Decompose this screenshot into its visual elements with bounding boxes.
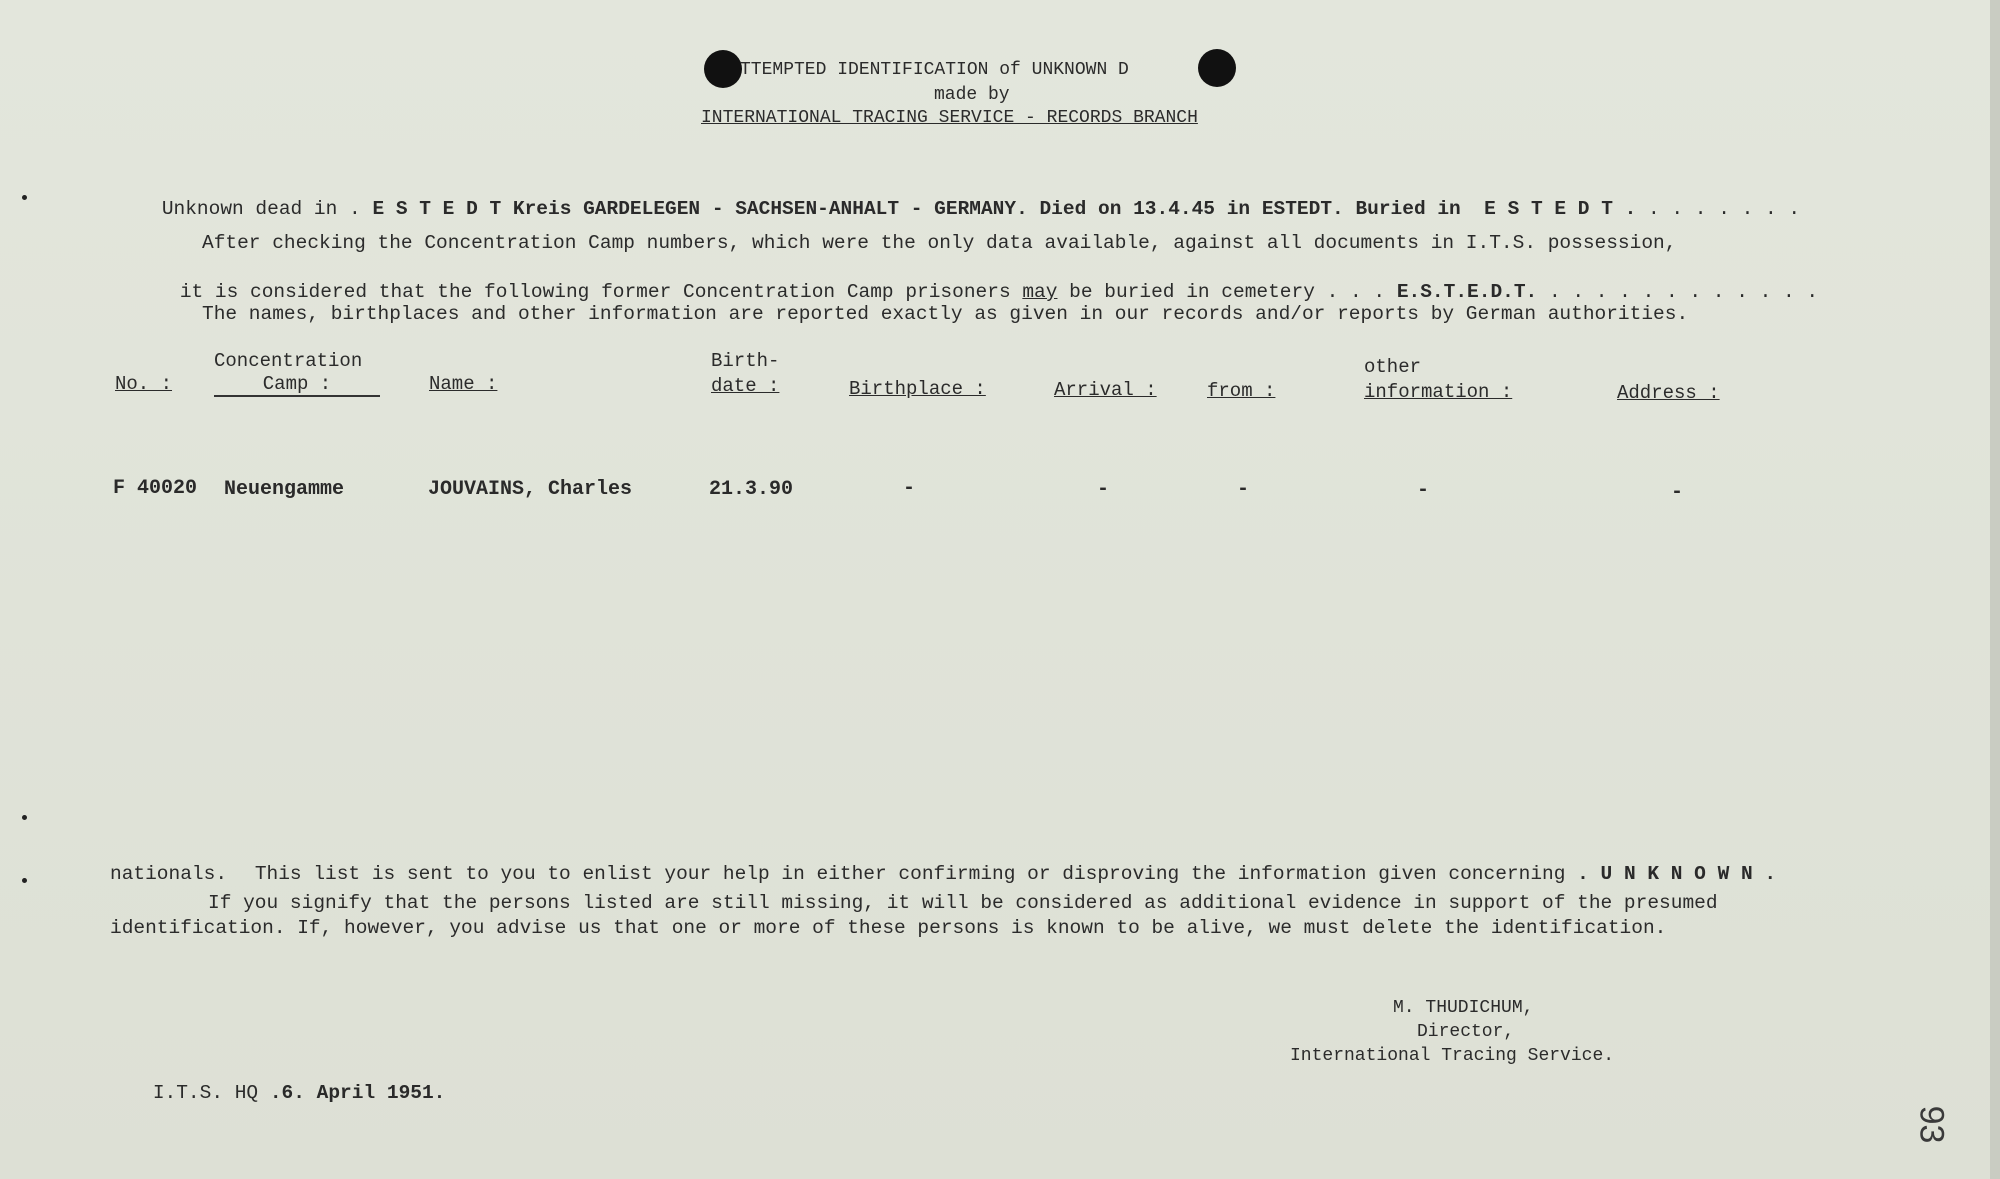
cemetery-text: be buried in cemetery . . . — [1069, 281, 1386, 303]
margin-mark — [22, 878, 27, 883]
checking-paragraph-line1: After checking the Concentration Camp numbers, which were the only data available, against all documents in I.T.S. possession, — [202, 232, 1677, 254]
cell-camp: Neuengamme — [224, 478, 345, 501]
signature-title: Director, — [1417, 1022, 1515, 1042]
place-name: E S T E D T — [372, 198, 502, 220]
signature-name: M. THUDICHUM, — [1393, 998, 1534, 1018]
cemetery-place: E.S.T.E.D.T. — [1396, 281, 1538, 303]
cell-name: JOUVAINS, Charles — [428, 478, 633, 501]
col-header-other-line1: other — [1364, 356, 1422, 378]
document-title: TTEMPTED IDENTIFICATION of UNKNOWN D — [740, 60, 1129, 80]
issued-date: .6. April 1951. — [269, 1082, 446, 1104]
punch-hole-left — [704, 50, 742, 88]
issued-place: I.T.S. HQ — [152, 1082, 259, 1104]
col-header-name: Name : — [429, 373, 498, 395]
cell-other: - — [1417, 479, 1430, 502]
cell-arrival: - — [1097, 478, 1110, 501]
buried-label: Buried in — [1355, 198, 1461, 220]
checking-line2-text: it is considered that the following former Concentration Camp prisoners — [179, 281, 1011, 303]
col-header-other-line2: information : — [1364, 381, 1513, 403]
cell-birthplace: - — [903, 477, 916, 500]
died-text: Died on 13.4.45 in ESTEDT. — [1039, 198, 1344, 220]
made-by-line: made by — [934, 85, 1010, 105]
names-note: The names, birthplaces and other information are reported exactly as given in our records and/or reports by German authorities. — [202, 303, 1689, 325]
enlist-text: This list is sent to you to enlist your help in either confirming or disproving the information given concerning — [254, 863, 1566, 885]
col-header-no: No. : — [115, 373, 173, 395]
col-header-camp-line2 — [214, 373, 380, 397]
records-branch-line: INTERNATIONAL TRACING SERVICE - RECORDS BRANCH — [701, 108, 1198, 128]
punch-hole-right — [1198, 49, 1236, 87]
margin-mark — [22, 195, 27, 200]
page-edge — [1990, 0, 2000, 1179]
signature-org: International Tracing Service. — [1290, 1046, 1615, 1066]
cell-no: F 40020 — [113, 477, 198, 500]
cell-from: - — [1237, 478, 1250, 501]
checking-paragraph-line2: it is considered that the following former Concentration Camp prisoners may be buried in cemetery . . . E.S.T.E.D.T. . . . . . . . . . . . . — [179, 281, 1819, 303]
cell-birthdate: 21.3.90 — [709, 478, 794, 501]
margin-mark — [22, 815, 27, 820]
signify-paragraph-line1: If you signify that the persons listed are still missing, it will be considered as additional evidence in support of the presumed — [208, 892, 1718, 914]
enlist-paragraph-line2: nationals. — [110, 863, 228, 885]
col-header-address: Address : — [1617, 382, 1720, 404]
col-header-arrival: Arrival : — [1054, 379, 1157, 401]
col-header-birthdate-line2: date : — [711, 375, 780, 397]
col-header-birthplace: Birthplace : — [849, 378, 986, 400]
col-header-birthdate-line1: Birth- — [711, 350, 780, 372]
nationality-text: . U N K N O W N . — [1577, 863, 1777, 885]
camp-label: Camp : — [262, 373, 332, 395]
buried-place: E S T E D T . — [1484, 198, 1637, 220]
region-text: Kreis GARDELEGEN - SACHSEN-ANHALT - GERMANY. — [512, 198, 1028, 220]
col-header-camp-line1: Concentration — [214, 350, 363, 372]
unknown-dead-line: Unknown dead in . E S T E D T Kreis GARDELEGEN - SACHSEN-ANHALT - GERMANY. Died on 13.4.45 in ESTEDT. Buried in E S T E D T . . . . . . . . — [161, 198, 1801, 220]
col-header-from: from : — [1207, 380, 1276, 402]
signify-paragraph-line2: identification. If, however, you advise us that one or more of these persons is known to be alive, we must delete the identification. — [110, 917, 1667, 939]
issued-line — [106, 1060, 445, 1126]
may-emphasis: may — [1022, 281, 1058, 303]
cell-address: - — [1671, 481, 1684, 504]
page-number: 93 — [1912, 1105, 1951, 1144]
unknown-dead-prefix: Unknown dead in — [161, 198, 338, 220]
